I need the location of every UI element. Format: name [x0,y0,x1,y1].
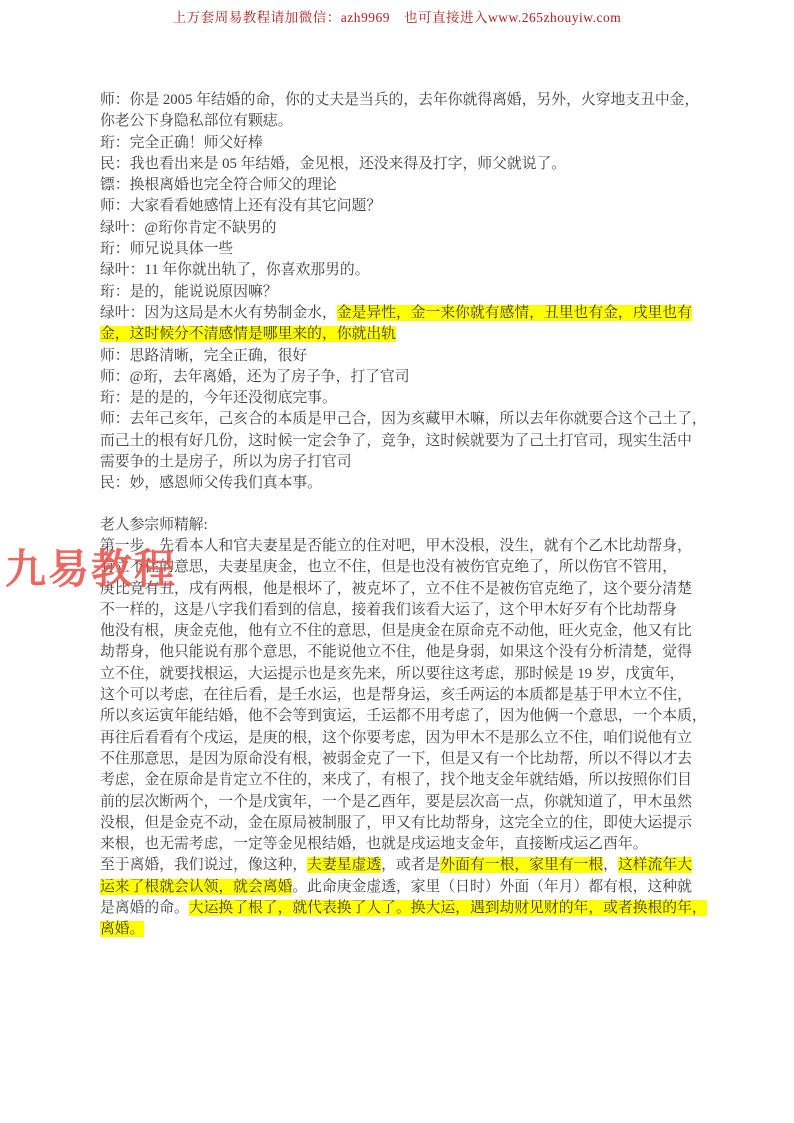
text-segment: ，或者是 [381,857,441,874]
text-line [100,706,712,727]
text-line [100,409,712,430]
text-segment: 庚比竟有丑，戌有两根，他是根坏了，被克坏了，立不住不是被伤官克绝了，这个要分清楚 [100,580,692,597]
text-segment: 绿叶：因为这局是木火有势制金水， [100,304,337,321]
text-line [100,685,712,706]
highlighted-text-segment: 金是异性，金一来你就有感情，丑里也有金，戌里也有 [336,304,692,321]
text-segment: 有立不住的意思，夫妻星庚金，也立不住，但是也没有被伤官克绝了，所以伤官不管用， [100,559,678,576]
text-line [100,303,712,324]
text-segment: 珩：完全正确！师父好棒 [100,134,263,151]
text-line [100,260,712,281]
text-line [100,579,712,600]
text-line [100,282,712,303]
text-line [100,431,712,452]
text-line [100,770,712,791]
text-segment: 这个可以考虑，在往后看，是壬水运，也是帮身运，亥壬两运的本质都是基于甲木立不住， [100,687,692,704]
text-line [100,536,712,557]
text-line [100,218,712,239]
text-line [100,919,712,940]
text-segment: 珩：是的，能说说原因嘛？ [100,283,278,300]
text-segment: 老人参宗师精解: [100,516,208,533]
text-segment: 珩：是的是的，今年还没彻底完事。 [100,390,337,407]
blank-line [100,495,712,515]
text-segment: 来根，也无需考虑，一定等金见根结婚，也就是戌运地支金年，直接断戌运乙酉年。 [100,836,648,853]
document-body [100,90,712,941]
text-segment: 不住那意思，是因为原命没有根，被弱金克了一下，但是又有一个比劫帮，所以不得以才去 [100,750,692,767]
text-segment: 师：@珩，去年离婚，还为了房子争，打了官司 [100,368,410,385]
text-line [100,898,712,919]
text-segment: 珩：师兄说具体一些 [100,241,234,258]
text-segment: 再往后看看有个戌运，是庚的根，这个你要考虑，因为甲木不是那么立不住，咱们说他有立 [100,729,692,746]
text-line [100,473,712,494]
text-segment: 劫帮身，他只能说有那个意思，不能说他立不住，他是身弱，如果这个没有分析清楚，觉得 [100,644,692,661]
text-segment: 没根，但是金克不动，金在原局被制服了，甲又有比劫帮身，这完全立的住，即使大运提示 [100,814,692,831]
text-line [100,175,712,196]
text-line [100,196,712,217]
text-segment: 师：大家看看她感情上还有没有其它问题？ [100,198,382,215]
text-segment: 他没有根，庚金克他，他有立不住的意思，但是庚金在原命克不动他，旺火克金，他又有比 [100,623,692,640]
highlighted-text-segment: 大运换了根了，就代表换了人了。换大运，遇到劫财见财的年，或者换根的年， [188,899,707,916]
text-segment: 绿叶：@珩你肯定不缺男的 [100,219,277,236]
text-segment: 。此命庚金虚透，家里（日时）外面（年月）都有根，这种就 [292,878,692,895]
header-notice: 上万套周易教程请加微信：azh9969 也可直接进入www.265zhouyiw.com [172,10,622,25]
text-segment: 立不住，就要找根运，大运提示也是亥先来，所以要往这考虑，那时候是 19 岁，戊寅年， [100,665,685,682]
highlighted-text-segment: 外面有一根，家里有一根 [440,857,604,874]
text-segment: 考虑，金在原命是肯定立不住的，来戌了，有根了，找个地支金年就结婚，所以按照你们目 [100,772,692,789]
text-line [100,877,712,898]
text-line [100,239,712,260]
text-segment: ， [603,857,618,874]
highlighted-text-segment: 这样流年大 [617,857,692,874]
text-segment: 绿叶：11 年你就出轨了，你喜欢那男的。 [100,262,370,279]
text-line [100,133,712,154]
text-line [100,834,712,855]
text-segment: 所以亥运寅年能结婚，他不会等到寅运，壬运都不用考虑了，因为他俩一个意思，一个本质， [100,708,707,725]
text-line [100,557,712,578]
text-line [100,855,712,876]
text-segment: 民：妙，感恩师父传我们真本事。 [100,475,322,492]
text-line [100,154,712,175]
text-line [100,728,712,749]
text-line [100,642,712,663]
text-segment: 师：你是 2005 年结婚的命，你的丈夫是当兵的，去年你就得离婚，另外，火穿地支丑中金， [100,92,700,108]
text-segment: 是离婚的命。 [100,899,189,916]
highlighted-text-segment: 夫妻星虚透 [307,857,382,874]
highlighted-text-segment: 离婚。 [100,921,145,938]
text-segment: 民：我也看出来是 05 年结婚，金见根，还没来得及打字，师父就说了。 [100,155,567,172]
text-segment: 不一样的，这是八字我们看到的信息，接着我们该看大运了，这个甲木好歹有个比劫帮身 [100,601,678,618]
text-line [100,600,712,621]
text-segment: 需要争的土是房子，所以为房子打官司 [100,454,352,471]
text-line [100,324,712,345]
text-line [100,111,712,132]
text-segment: 师：去年己亥年，己亥合的本质是甲己合，因为亥藏甲木嘛，所以去年你就要合这个己土了， [100,411,707,428]
text-line [100,749,712,770]
text-line [100,813,712,834]
text-line [100,452,712,473]
text-line [100,515,712,536]
text-line [100,346,712,367]
text-segment: 师：思路清晰，完全正确，很好 [100,347,308,364]
watermark: 九易教程 [5,546,177,592]
text-segment: 前的层次断两个，一个是戊寅年，一个是乙酉年，要是层次高一点，你就知道了，甲木虽然 [100,793,692,810]
text-line [100,388,712,409]
text-line [100,367,712,388]
text-line [100,664,712,685]
text-segment: 第一步，先看本人和官夫妻星是否能立的住对吧，甲木没根，没生，就有个乙木比劫帮身， [100,537,692,554]
text-segment: 镖：换根离婚也完全符合师父的理论 [100,177,337,194]
text-line [100,792,712,813]
text-line [100,90,712,111]
text-line [100,621,712,642]
highlighted-text-segment: 运来了根就会认领，就会离婚 [100,878,293,895]
text-segment: 你老公下身隐私部位有颗痣。 [100,113,293,130]
highlighted-text-segment: 金，这时候分不清感情是哪里来的，你就出轨 [100,326,396,343]
text-segment: 至于离婚，我们说过，像这种， [100,857,308,874]
text-segment: 而己土的根有好几份，这时候一定会争了，竞争，这时候就要为了己土打官司，现实生活中 [100,432,692,449]
